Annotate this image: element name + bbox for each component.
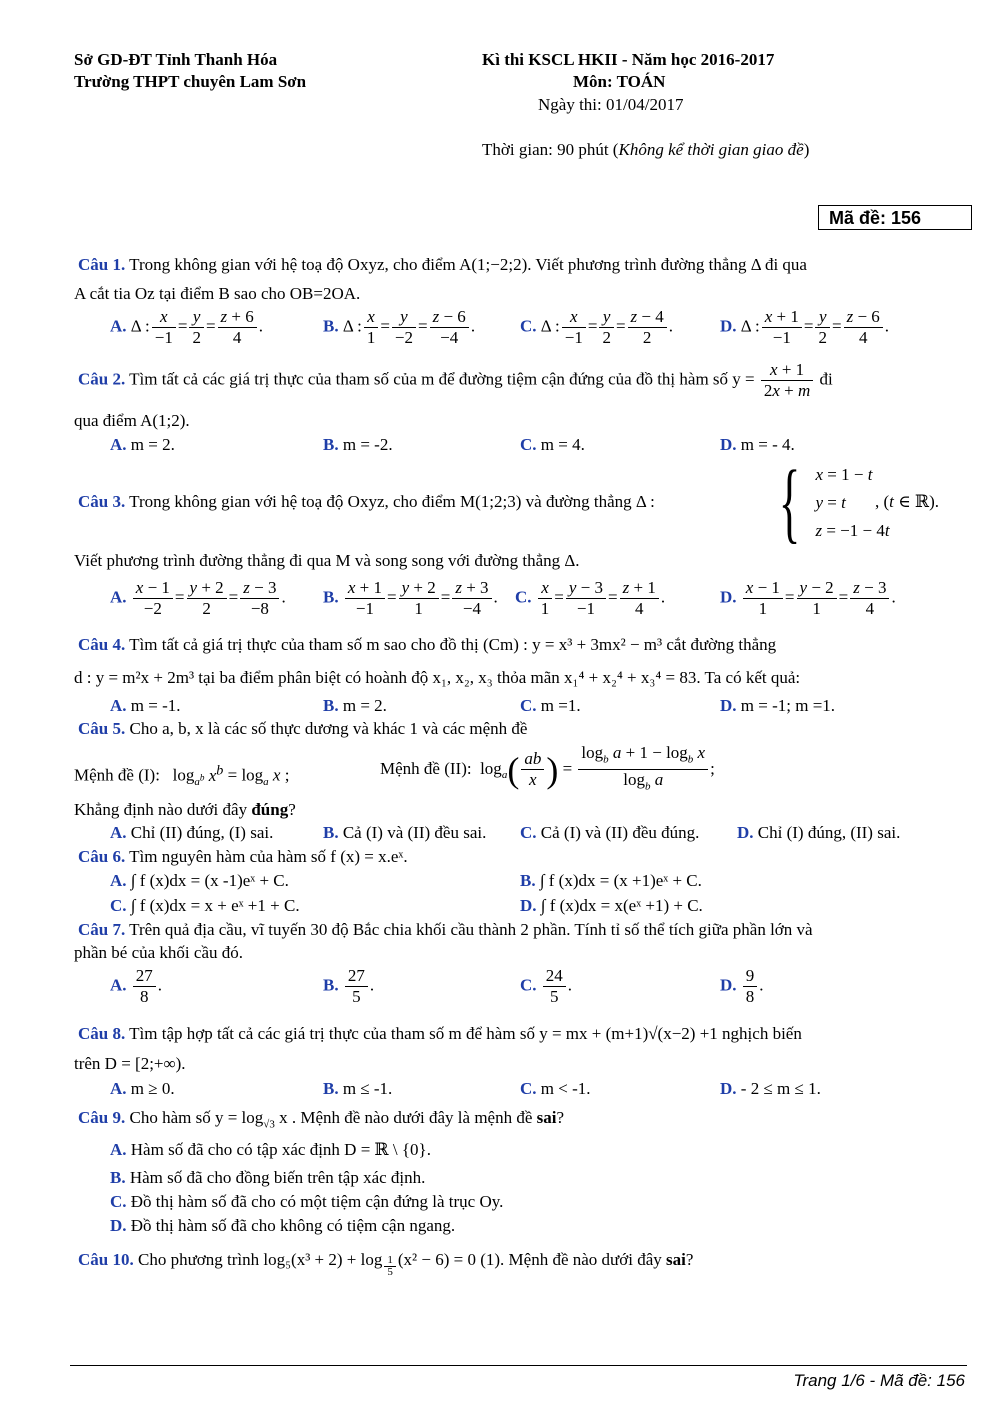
q7-option-d[interactable]: D. $\frac{9}{8}$ . — [720, 966, 764, 1006]
question-1-line2: A cắt tia Oz tại điểm B sao cho OB=2OA. — [74, 284, 361, 303]
q6-option-a[interactable]: A. ∫ f (x)dx = (x -1)eˣ + C. — [110, 871, 289, 890]
question-4-line2: d : y = m²x + 2m³ tại ba điểm phân biệt có hoành độ x₁, x₂, x₃ thỏa mãn x₁⁴ + x₂⁴ + x₃⁴ = 83. Ta có kết quả: — [74, 668, 801, 687]
q5-proposition-2: Mệnh đề (II): $\log_a$( $\frac{ab}{x}$ ) = $\frac{\log_b a + 1 - \log_b x}{\log_b a}$ ; — [380, 743, 715, 793]
question-8: Câu 8. Tìm tập hợp tất cả các giá trị thực của tham số m để hàm số y = mx + (m+1)√(x−2) +1 nghịch biến — [78, 1024, 802, 1043]
subject: Môn: TOÁN — [573, 72, 666, 91]
q6-option-d[interactable]: D. ∫ f (x)dx = x(eˣ +1) + C. — [520, 896, 703, 915]
q7-option-b[interactable]: B. $\frac{27}{5}$ . — [323, 966, 375, 1006]
q5-proposition-1: Mệnh đề (I): $\log_{a^b} x^b = \log_a x$ ; — [74, 762, 290, 789]
q1-option-a[interactable]: A. Δ : $\frac{x}{-1}$ = $\frac{y}{2}$ = $\frac{z + 6}{4}$ . — [110, 307, 263, 347]
school-name: Trường THPT chuyên Lam Sơn — [74, 72, 307, 91]
q8-option-d[interactable]: D. - 2 ≤ m ≤ 1. — [720, 1079, 821, 1098]
q6-option-b[interactable]: B. ∫ f (x)dx = (x +1)eˣ + C. — [520, 871, 702, 890]
q6-option-c[interactable]: C. ∫ f (x)dx = x + eˣ +1 + C. — [110, 896, 300, 915]
q5-option-b[interactable]: B. Cả (I) và (II) đều sai. — [323, 823, 487, 842]
question-3-line2: Viết phương trình đường thẳng đi qua M và song song với đường thẳng Δ. — [74, 551, 580, 570]
exam-code-box: Mã đề: 156 — [818, 205, 972, 230]
question-10: Câu 10. Cho phương trình log₅(x³ + 2) + log $_{\frac{1}{5}}$ (x² − 6) = 0 (1). Mệnh đề nào dưới đây sai? — [78, 1250, 694, 1279]
page-footer: Trang 1/6 - Mã đề: 156 — [793, 1371, 965, 1390]
q3-option-b[interactable]: B. $\frac{x + 1}{-1}$ = $\frac{y + 2}{1}$ = $\frac{z + 3}{-4}$ . — [323, 578, 498, 618]
q3-option-d[interactable]: D. $\frac{x - 1}{1}$ = $\frac{y - 2}{1}$ = $\frac{z - 3}{4}$ . — [720, 578, 896, 618]
question-3: Câu 3. Trong không gian với hệ toạ độ Oxyz, cho điểm M(1;2;3) và đường thẳng Δ : — [78, 492, 655, 511]
q8-option-c[interactable]: C. m < -1. — [520, 1079, 591, 1098]
q9-option-a[interactable]: A. Hàm số đã cho có tập xác định D = ℝ \ {0}. — [110, 1140, 431, 1159]
exam-duration: Thời gian: 90 phút (Không kể thời gian giao đề) — [482, 140, 810, 159]
question-8-line2: trên D = [2;+∞). — [74, 1054, 186, 1073]
question-2: Câu 2. Tìm tất cả các giá trị thực của tham số của m để đường tiệm cận đứng của đồ thị hàm số y = $\frac{x + 1}{2x + m}$ đi — [78, 360, 833, 400]
question-4: Câu 4. Tìm tất cả giá trị thực của tham số m sao cho đồ thị (Cm) : y = x³ + 3mx² − m³ cắt đường thẳng — [78, 635, 777, 654]
q9-option-d[interactable]: D. Đồ thị hàm số đã cho không có tiệm cận ngang. — [110, 1216, 456, 1235]
q4-option-c[interactable]: C. m =1. — [520, 696, 581, 715]
q4-option-b[interactable]: B. m = 2. — [323, 696, 387, 715]
q1-option-b[interactable]: B. Δ : $\frac{x}{1}$ = $\frac{y}{-2}$ = $\frac{z - 6}{-4}$ . — [323, 307, 476, 347]
q9-option-b[interactable]: B. Hàm số đã cho đồng biến trên tập xác định. — [110, 1168, 426, 1187]
q5-option-a[interactable]: A. Chỉ (II) đúng, (I) sai. — [110, 823, 274, 842]
q3-param-domain: , (t ∈ ℝ). — [875, 492, 940, 511]
q5-option-c[interactable]: C. Cả (I) và (II) đều đúng. — [520, 823, 700, 842]
exam-date: Ngày thi: 01/04/2017 — [538, 95, 684, 114]
question-7: Câu 7. Trên quả địa cầu, vĩ tuyến 30 độ Bắc chia khối cầu thành 2 phần. Tính tỉ số thể tích giữa phần lớn và — [78, 920, 813, 939]
question-7-line2: phần bé của khối cầu đó. — [74, 943, 243, 962]
q2-option-a[interactable]: A. m = 2. — [110, 435, 175, 454]
school-department: Sở GD-ĐT Tỉnh Thanh Hóa — [74, 50, 278, 69]
q1-option-c[interactable]: C. Δ : $\frac{x}{-1}$ = $\frac{y}{2}$ = $\frac{z - 4}{2}$ . — [520, 307, 673, 347]
q4-option-d[interactable]: D. m = -1; m =1. — [720, 696, 836, 715]
q5-option-d[interactable]: D. Chỉ (I) đúng, (II) sai. — [737, 823, 901, 842]
question-9: Câu 9. Cho hàm số $y = \log_{√3} x$ . Mệnh đề nào dưới đây là mệnh đề sai? — [78, 1108, 565, 1131]
q8-option-b[interactable]: B. m ≤ -1. — [323, 1079, 393, 1098]
q1-option-d[interactable]: D. Δ : $\frac{x + 1}{-1}$ = $\frac{y}{2}$ = $\frac{z - 6}{4}$ . — [720, 307, 890, 347]
q9-option-c[interactable]: C. Đồ thị hàm số đã cho có một tiệm cận đứng là trục Oy. — [110, 1192, 504, 1211]
q7-option-c[interactable]: C. $\frac{24}{5}$ . — [520, 966, 573, 1006]
question-6: Câu 6. Tìm nguyên hàm của hàm số f (x) = x.eˣ. — [78, 847, 408, 866]
exam-title: Kì thi KSCL HKII - Năm học 2016-2017 — [482, 50, 775, 69]
footer-divider — [70, 1365, 967, 1366]
question-5-line3: Khẳng định nào dưới đây đúng? — [74, 800, 296, 819]
question-1: Câu 1. Trong không gian với hệ toạ độ Oxyz, cho điểm A(1;−2;2). Viết phương trình đường thẳng Δ đi qua — [78, 255, 807, 274]
q3-option-a[interactable]: A. $\frac{x - 1}{-2}$ = $\frac{y + 2}{2}$ = $\frac{z - 3}{-8}$ . — [110, 578, 286, 618]
q4-option-a[interactable]: A. m = -1. — [110, 696, 181, 715]
q2-option-d[interactable]: D. m = - 4. — [720, 435, 795, 454]
q2-option-b[interactable]: B. m = -2. — [323, 435, 393, 454]
question-2-line2: qua điểm A(1;2). — [74, 411, 190, 430]
q3-line-system: { x = 1 − t y = t z = −1 − 4t — [778, 453, 890, 552]
q2-option-c[interactable]: C. m = 4. — [520, 435, 585, 454]
q3-option-c[interactable]: C. $\frac{x}{1}$ = $\frac{y - 3}{-1}$ = $\frac{z + 1}{4}$ . — [515, 578, 666, 618]
question-5: Câu 5. Cho a, b, x là các số thực dương và khác 1 và các mệnh đề — [78, 719, 528, 738]
q8-option-a[interactable]: A. m ≥ 0. — [110, 1079, 175, 1098]
q7-option-a[interactable]: A. $\frac{27}{8}$ . — [110, 966, 163, 1006]
